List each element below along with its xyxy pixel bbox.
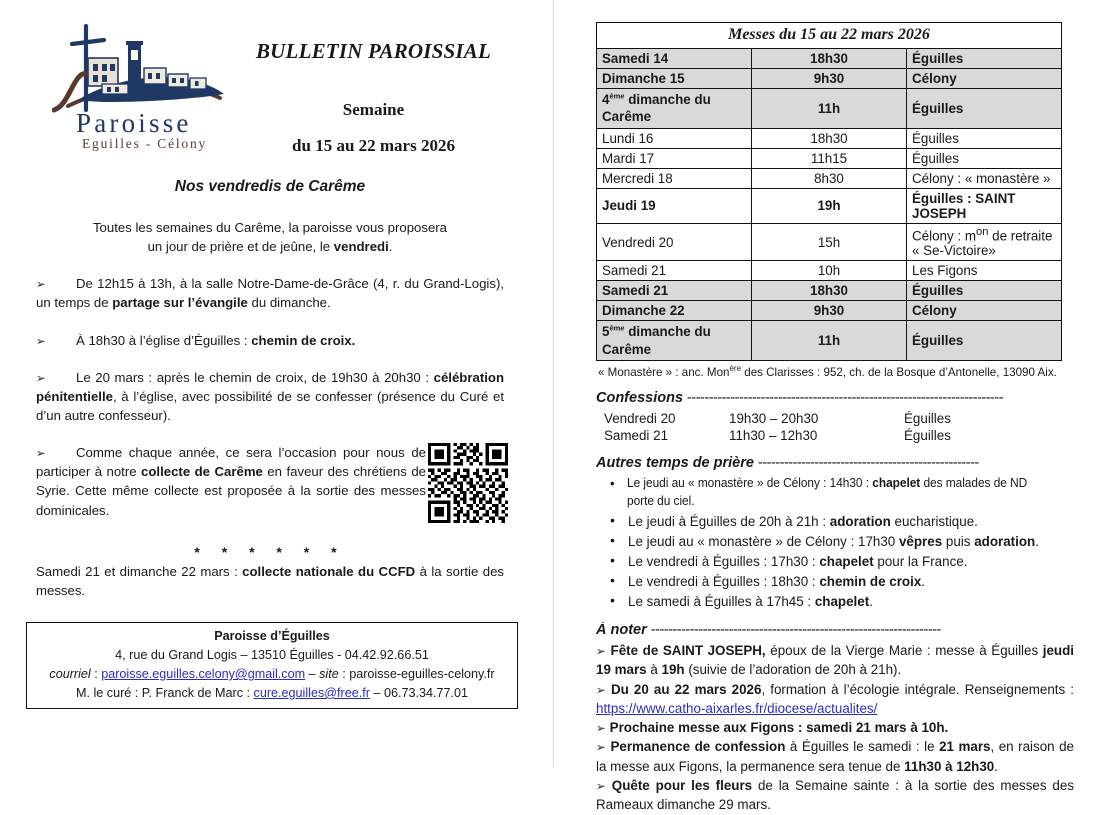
ccfd-text-b: à la sortie des messes. (36, 563, 504, 599)
contact-cure-line (33, 684, 511, 703)
arrow-bullet-icon: ➢ (596, 779, 612, 793)
title-block (235, 14, 540, 156)
arrow-bullet-icon: ➢ (596, 682, 611, 697)
monastere-footnote (596, 364, 1074, 379)
mass-row-place: Éguilles (907, 49, 1062, 69)
table-row (597, 128, 1062, 148)
ccfd-paragraph (36, 562, 504, 600)
intro-line-2 (36, 237, 504, 256)
prayer-list-item: • Le vendredi à Éguilles : 17h30 : chapelet pour la France. (610, 552, 1074, 571)
confession-hours: 19h30 – 20h30 (729, 411, 819, 427)
mass-row-day: Mardi 17 (597, 148, 752, 168)
footnote-pre: « Monastère » : anc. Mon (598, 366, 730, 380)
friday-item-3 (36, 368, 504, 425)
contact-email-label: courriel (49, 667, 91, 682)
mass-row-time: 8h30 (752, 168, 907, 188)
right-column (554, 0, 1096, 813)
mass-row-place: Célony (907, 69, 1062, 89)
left-body (0, 218, 540, 600)
note-item (596, 641, 1074, 680)
mass-row-time: 18h30 (752, 128, 907, 148)
masthead (0, 0, 540, 156)
confession-hours: 11h30 – 12h30 (729, 428, 818, 444)
mass-row-day: Dimanche 15 (597, 69, 752, 89)
collecte-text-a: Comme chaque année, ce sera l’occasion pour nous de participer à notre (36, 445, 426, 480)
friday-item-2-bold: chemin de croix. (251, 332, 356, 348)
contact-site-sep: – (305, 667, 320, 682)
friday-item-3-text: Le 20 mars : après le chemin de croix, de 19h30 à 20h30 : (76, 369, 434, 385)
prayer-list-item: • Le samedi à Éguilles à 17h45 : chapelet. (610, 592, 1074, 611)
prayers-heading-text: Autres temps de prière (596, 455, 754, 472)
confessions-heading (596, 390, 1074, 406)
prayers-heading (596, 455, 1074, 471)
star-separator: * * * * * * (194, 543, 346, 560)
prayer-list-item: • Le vendredi à Éguilles : 18h30 : chemin de croix. (610, 572, 1074, 591)
friday-item-3-bold: célébration pénitentielle (36, 369, 504, 404)
mass-row-day: Dimanche 22 (597, 301, 752, 321)
footnote-post: des Clarisses : 952, ch. de la Bosque d’Antonelle, 13090 Aix. (741, 366, 1057, 380)
contact-site-sep2: : (338, 667, 350, 682)
mass-row-day: Samedi 21 (597, 261, 752, 281)
contact-cure-phone: – 06.73.34.77.01 (369, 685, 468, 700)
week-label: Semaine (342, 100, 405, 119)
contact-box (26, 622, 518, 709)
friday-item-2 (36, 331, 504, 350)
friday-item-1-tail: du dimanche. (247, 295, 331, 311)
mass-row-place: Éguilles : SAINT JOSEPH (907, 188, 1062, 223)
table-row (597, 301, 1062, 321)
confession-row (604, 410, 951, 427)
confessions-heading-dashes: ------------------------------------------------------------------------- (687, 390, 1004, 407)
mass-row-place: Éguilles (907, 128, 1062, 148)
table-row (597, 69, 1062, 89)
note-item (596, 718, 1074, 737)
note-bold-text: Quête pour les fleurs (611, 778, 753, 793)
note-text: . (994, 758, 998, 774)
mass-row-place: Célony (907, 301, 1062, 321)
note-text: (suivie de l’adoration de 20h à 21h). (684, 662, 902, 678)
table-row (597, 148, 1062, 168)
table-row (597, 188, 1062, 223)
note-bold-text: 19h (661, 662, 685, 678)
confession-day: Samedi 21 (604, 428, 669, 444)
page-title: BULLETIN PAROISSIAL (255, 39, 492, 63)
note-external-link[interactable]: https://www.catho-aixarles.fr/diocese/actualites/ (596, 700, 878, 716)
note-bold-text: Prochaine messe aux Figons : samedi 21 mars à 10h. (609, 720, 949, 736)
note-item (596, 737, 1074, 776)
mass-row-time: 11h (752, 89, 907, 129)
mass-row-time: 18h30 (752, 281, 907, 301)
mass-row-day: Jeudi 19 (597, 188, 752, 223)
prayer-list-item: • Le jeudi au « monastère » de Célony : 14h30 : chapelet des malades de ND porte du ciel. (610, 475, 1048, 511)
note-item (596, 680, 1074, 719)
friday-item-1 (36, 274, 504, 312)
friday-item-3-tail: , à l’église, avec possibilité de se confesser (présence du Curé et d’un autre confesseur). (36, 388, 504, 423)
note-text: de la Semaine sainte : à la sortie des messes des Rameaux dimanche 29 mars. (596, 778, 1074, 813)
note-bold-text: Fête de SAINT JOSEPH, (610, 642, 766, 658)
confession-day: Vendredi 20 (604, 411, 676, 427)
arrow-bullet-icon: ➢ (596, 740, 611, 755)
mass-row-day: Lundi 16 (597, 128, 752, 148)
parish-logo (0, 14, 235, 154)
prayers-heading-dashes: --------------------------------------------------- (757, 455, 979, 472)
prayer-list-item: • Le jeudi à Éguilles de 20h à 21h : adoration eucharistique. (610, 512, 1074, 531)
contact-email-sep: : (90, 667, 102, 682)
contact-site-value: paroisse-eguilles-celony.fr (349, 667, 495, 682)
contact-email-line (33, 665, 511, 684)
note-bold-text: Permanence de confession (610, 739, 786, 755)
notes-list (596, 641, 1074, 815)
left-column (0, 0, 540, 767)
table-row (597, 223, 1062, 260)
mass-row-place: Célony : « monastère » (907, 168, 1062, 188)
parish-logo-artwork (52, 14, 232, 154)
prayer-list-item: • Le jeudi au « monastère » de Célony : 17h30 vêpres puis adoration. (610, 532, 1074, 551)
table-row (597, 168, 1062, 188)
mass-row-day: 5ème dimanche du Carême (597, 321, 752, 361)
collecte-text-b: en faveur des chrétiens de Syrie. Cette même collecte est proposée à la sortie des messes dominicales. (36, 464, 426, 518)
contact-cure-email-link[interactable]: cure.eguilles@free.fr (253, 685, 370, 700)
week-dates: du 15 au 22 mars 2026 (292, 136, 455, 155)
note-bold-text: 21 mars (939, 739, 991, 755)
mass-row-place: Les Figons (907, 261, 1062, 281)
mass-row-day: Samedi 14 (597, 49, 752, 69)
intro-line-2-a: un jour de prière et de jeûne, le (147, 239, 334, 255)
intro-line-1: Toutes les semaines du Carême, la paroisse vous proposera (92, 220, 448, 235)
mass-row-day: Vendredi 20 (597, 223, 752, 260)
confessions-heading-text: Confessions (596, 390, 684, 407)
logo-wordmark-villages: Eguilles - Célony (82, 136, 208, 151)
note-item (596, 776, 1074, 815)
confession-row (604, 427, 951, 444)
note-bold-text: 11h30 à 12h30 (904, 758, 995, 774)
table-row (597, 261, 1062, 281)
intro-line-2-c: . (388, 239, 393, 255)
mass-row-place: Éguilles (907, 89, 1062, 129)
mass-row-place: Éguilles (907, 148, 1062, 168)
mass-row-day: Mercredi 18 (597, 168, 752, 188)
mass-row-place: Célony : $m^{on}$ de retraite « Se-Victoire» (907, 223, 1062, 260)
notes-heading (596, 622, 1074, 638)
collecte-careme-text (36, 443, 426, 520)
confession-place: Éguilles (904, 411, 951, 427)
intro-line-2-bold: vendredi (333, 239, 389, 255)
ccfd-text-a: Samedi 21 et dimanche 22 mars : (36, 563, 243, 579)
mass-table-caption: Messes du 15 au 22 mars 2026 (597, 23, 1062, 49)
table-row (597, 281, 1062, 301)
table-row (597, 321, 1062, 361)
mass-row-time: 18h30 (752, 49, 907, 69)
contact-site-label: site (319, 667, 339, 682)
collecte-text-bold: collecte de Carême (141, 464, 263, 480)
note-text: , formation à l’écologie intégrale. Renseignements : (761, 681, 1075, 697)
contact-email-link[interactable]: paroisse.eguilles.celony@gmail.com (101, 667, 306, 682)
arrow-bullet-icon: ➢ (36, 277, 46, 292)
table-row (597, 89, 1062, 129)
prayers-list (596, 475, 1074, 611)
note-text: à Éguilles le samedi : le (785, 739, 940, 755)
mass-row-time: 19h (752, 188, 907, 223)
friday-item-2-text: À 18h30 à l’église d’Éguilles : (76, 332, 252, 348)
arrow-bullet-icon: ➢ (36, 446, 46, 461)
mass-row-time: 10h (752, 261, 907, 281)
arrow-bullet-icon: ➢ (36, 370, 46, 385)
mass-row-time: 9h30 (752, 301, 907, 321)
collecte-careme-item (36, 443, 504, 520)
notes-heading-dashes: ------------------------------------------------------------------- (650, 621, 941, 638)
logo-wordmark-paroisse: Paroisse (76, 108, 192, 138)
footnote-sup: ère (729, 364, 742, 374)
confession-place: Éguilles (904, 428, 951, 444)
note-text: , en raison de la messe aux Figons, la permanence sera tenue de (596, 739, 1074, 774)
mass-row-day: Samedi 21 (597, 281, 752, 301)
confessions-table (604, 410, 951, 444)
intro-paragraph (36, 218, 504, 256)
friday-item-1-bold: partage sur l’évangile (112, 295, 248, 311)
arrow-bullet-icon: ➢ (36, 333, 46, 348)
qr-code-icon[interactable] (428, 443, 508, 523)
mass-row-time: 11h (752, 321, 907, 361)
mass-row-time: 15h (752, 223, 907, 260)
mass-row-place: Éguilles (907, 321, 1062, 361)
mass-row-time: 11h15 (752, 148, 907, 168)
mass-schedule-table (596, 22, 1062, 361)
notes-heading-text: À noter (596, 621, 647, 638)
friday-item-1-text: De 12h15 à 13h, à la salle Notre-Dame-de-Grâce (4, r. du Grand-Logis), un temps de (36, 276, 504, 311)
arrow-bullet-icon: ➢ (596, 643, 611, 658)
contact-parish-name: Paroisse d’Éguilles (214, 629, 330, 644)
table-row (597, 49, 1062, 69)
section-heading-vendredis: Nos vendredis de Carême (174, 178, 366, 195)
mass-row-time: 9h30 (752, 69, 907, 89)
mass-row-place: Éguilles (907, 281, 1062, 301)
note-text: époux de la Vierge Marie : messe à Éguilles (765, 642, 1043, 658)
contact-cure-label: M. le curé : P. Franck de Marc : (76, 685, 254, 700)
note-bold-text: Du 20 au 22 mars 2026 (611, 681, 762, 697)
note-text: à (646, 662, 662, 678)
contact-address: 4, rue du Grand Logis – 13510 Éguilles - 04.42.92.66.51 (115, 648, 429, 663)
table-caption-row (597, 23, 1062, 49)
ccfd-text-bold: collecte nationale du CCFD (242, 563, 416, 579)
note-bold-text: jeudi 19 mars (596, 642, 1074, 678)
arrow-bullet-icon: ➢ (596, 721, 610, 736)
mass-row-day: 4ème dimanche du Carême (597, 89, 752, 129)
